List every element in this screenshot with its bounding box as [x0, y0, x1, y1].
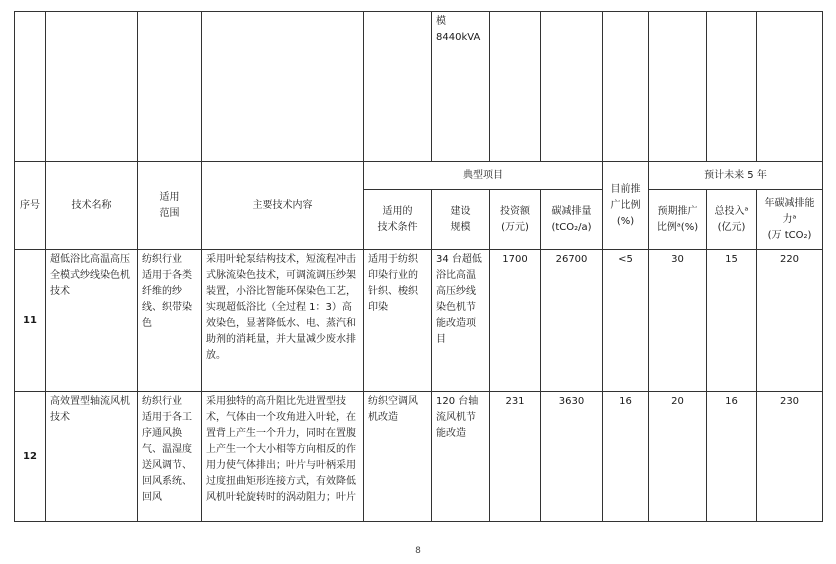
table-row — [15, 392, 823, 522]
header-carbon-reduction: 碳减排量 (tCO₂/a) — [541, 190, 603, 250]
row-current-ratio: 16 — [603, 392, 649, 522]
header-investment: 投资额 (万元) — [490, 190, 541, 250]
row-expected-ratio: 20 — [649, 392, 707, 522]
header-seq: 序号 — [15, 162, 46, 250]
row-reduction: 26700 — [541, 250, 603, 392]
header-row-1 — [15, 162, 823, 190]
capacity-text: 模 8440kVA — [432, 12, 490, 162]
row-investment: 1700 — [490, 250, 541, 392]
row-total-investment: 16 — [707, 392, 757, 522]
header-current-ratio: 目前推 广比例 (%) — [603, 162, 649, 250]
row-content: 采用独特的高升阻比先进置型技术，气体由一个攻角进入叶轮，在置背上产生一个升力，同时在置腹上产生一个大小相等方向相反的作用力使气体排出；叶片与叶柄采用过度扭曲矩形连接方式，有效降低风机叶轮旋转时的涡动阻力；叶片 — [202, 392, 364, 522]
row-reduction: 3630 — [541, 392, 603, 522]
row-seq: 12 — [15, 392, 46, 522]
header-expected-ratio: 预期推广 比例ᵃ(%) — [649, 190, 707, 250]
header-applicable-scope: 适用 范围 — [138, 162, 202, 250]
row-seq: 11 — [15, 250, 46, 392]
row-scope: 纺织行业 适用于各工序通风换气、温湿度送风调节、回风系统、回风 — [138, 392, 202, 522]
row-conditions: 纺织空调风机改造 — [364, 392, 432, 522]
page-number: 8 — [415, 546, 421, 556]
header-typical-project: 典型项目 — [364, 162, 603, 190]
header-construction-scale: 建设 规模 — [432, 190, 490, 250]
header-tech-name: 技术名称 — [46, 162, 138, 250]
row-annual-reduction: 220 — [757, 250, 823, 392]
technology-table — [14, 11, 823, 522]
header-annual-reduction: 年碳减排能 力ᵃ (万 tCO₂) — [757, 190, 823, 250]
row-scope: 纺织行业 适用于各类纤维的纱线、织带染色 — [138, 250, 202, 392]
row-scale: 34 台超低浴比高温高压纱线染色机节能改造项目 — [432, 250, 490, 392]
header-total-investment: 总投入ᵃ (亿元) — [707, 190, 757, 250]
row-tech-name: 超低浴比高温高压全模式纱线染色机技术 — [46, 250, 138, 392]
continuation-row — [15, 12, 823, 162]
table-row — [15, 250, 823, 392]
row-content: 采用叶轮泵结构技术，短流程冲击式脉流染色技术，可调流调压纱架装置，小浴比智能环保染色工艺，实现超低浴比（全过程 1：3）高效染色，显著降低水、电、蒸汽和助剂的消耗量，并大量减少废水排放。 — [202, 250, 364, 392]
row-investment: 231 — [490, 392, 541, 522]
row-total-investment: 15 — [707, 250, 757, 392]
row-conditions: 适用于纺织印染行业的针织、梭织印染 — [364, 250, 432, 392]
header-forecast-5yr: 预计未来 5 年 — [649, 162, 823, 190]
row-annual-reduction: 230 — [757, 392, 823, 522]
header-main-content: 主要技术内容 — [202, 162, 364, 250]
row-current-ratio: <5 — [603, 250, 649, 392]
row-scale: 120 台轴流风机节能改造 — [432, 392, 490, 522]
row-tech-name: 高效置型轴流风机技术 — [46, 392, 138, 522]
row-expected-ratio: 30 — [649, 250, 707, 392]
header-applicable-conditions: 适用的 技术条件 — [364, 190, 432, 250]
